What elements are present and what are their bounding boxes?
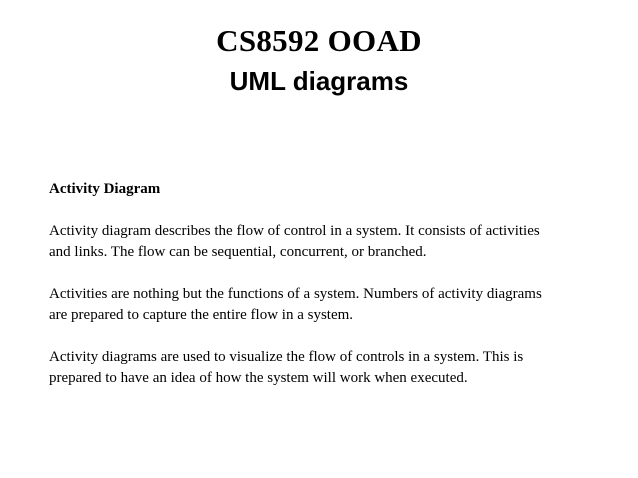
paragraph-line: and links. The flow can be sequential, concurrent, or branched.: [49, 244, 427, 260]
paragraph-line: Activities are nothing but the functions of a system. Numbers of activity diagrams: [49, 286, 542, 302]
paragraph-line: Activity diagrams are used to visualize the flow of controls in a system. This is: [49, 349, 524, 365]
slide-title: CS8592 OOAD: [216, 23, 422, 58]
paragraph-purpose: [49, 284, 629, 326]
paragraph-definition: [49, 221, 629, 263]
slide-subtitle: UML diagrams: [229, 66, 409, 96]
slide-body: [49, 179, 629, 389]
paragraph-line: are prepared to capture the entire flow in a system.: [49, 307, 354, 323]
paragraph-usage: [49, 347, 629, 389]
section-heading: Activity Diagram: [49, 181, 161, 197]
paragraph-line: prepared to have an idea of how the system will work when executed.: [49, 370, 468, 386]
paragraph-line: Activity diagram describes the flow of control in a system. It consists of activities: [49, 223, 540, 239]
